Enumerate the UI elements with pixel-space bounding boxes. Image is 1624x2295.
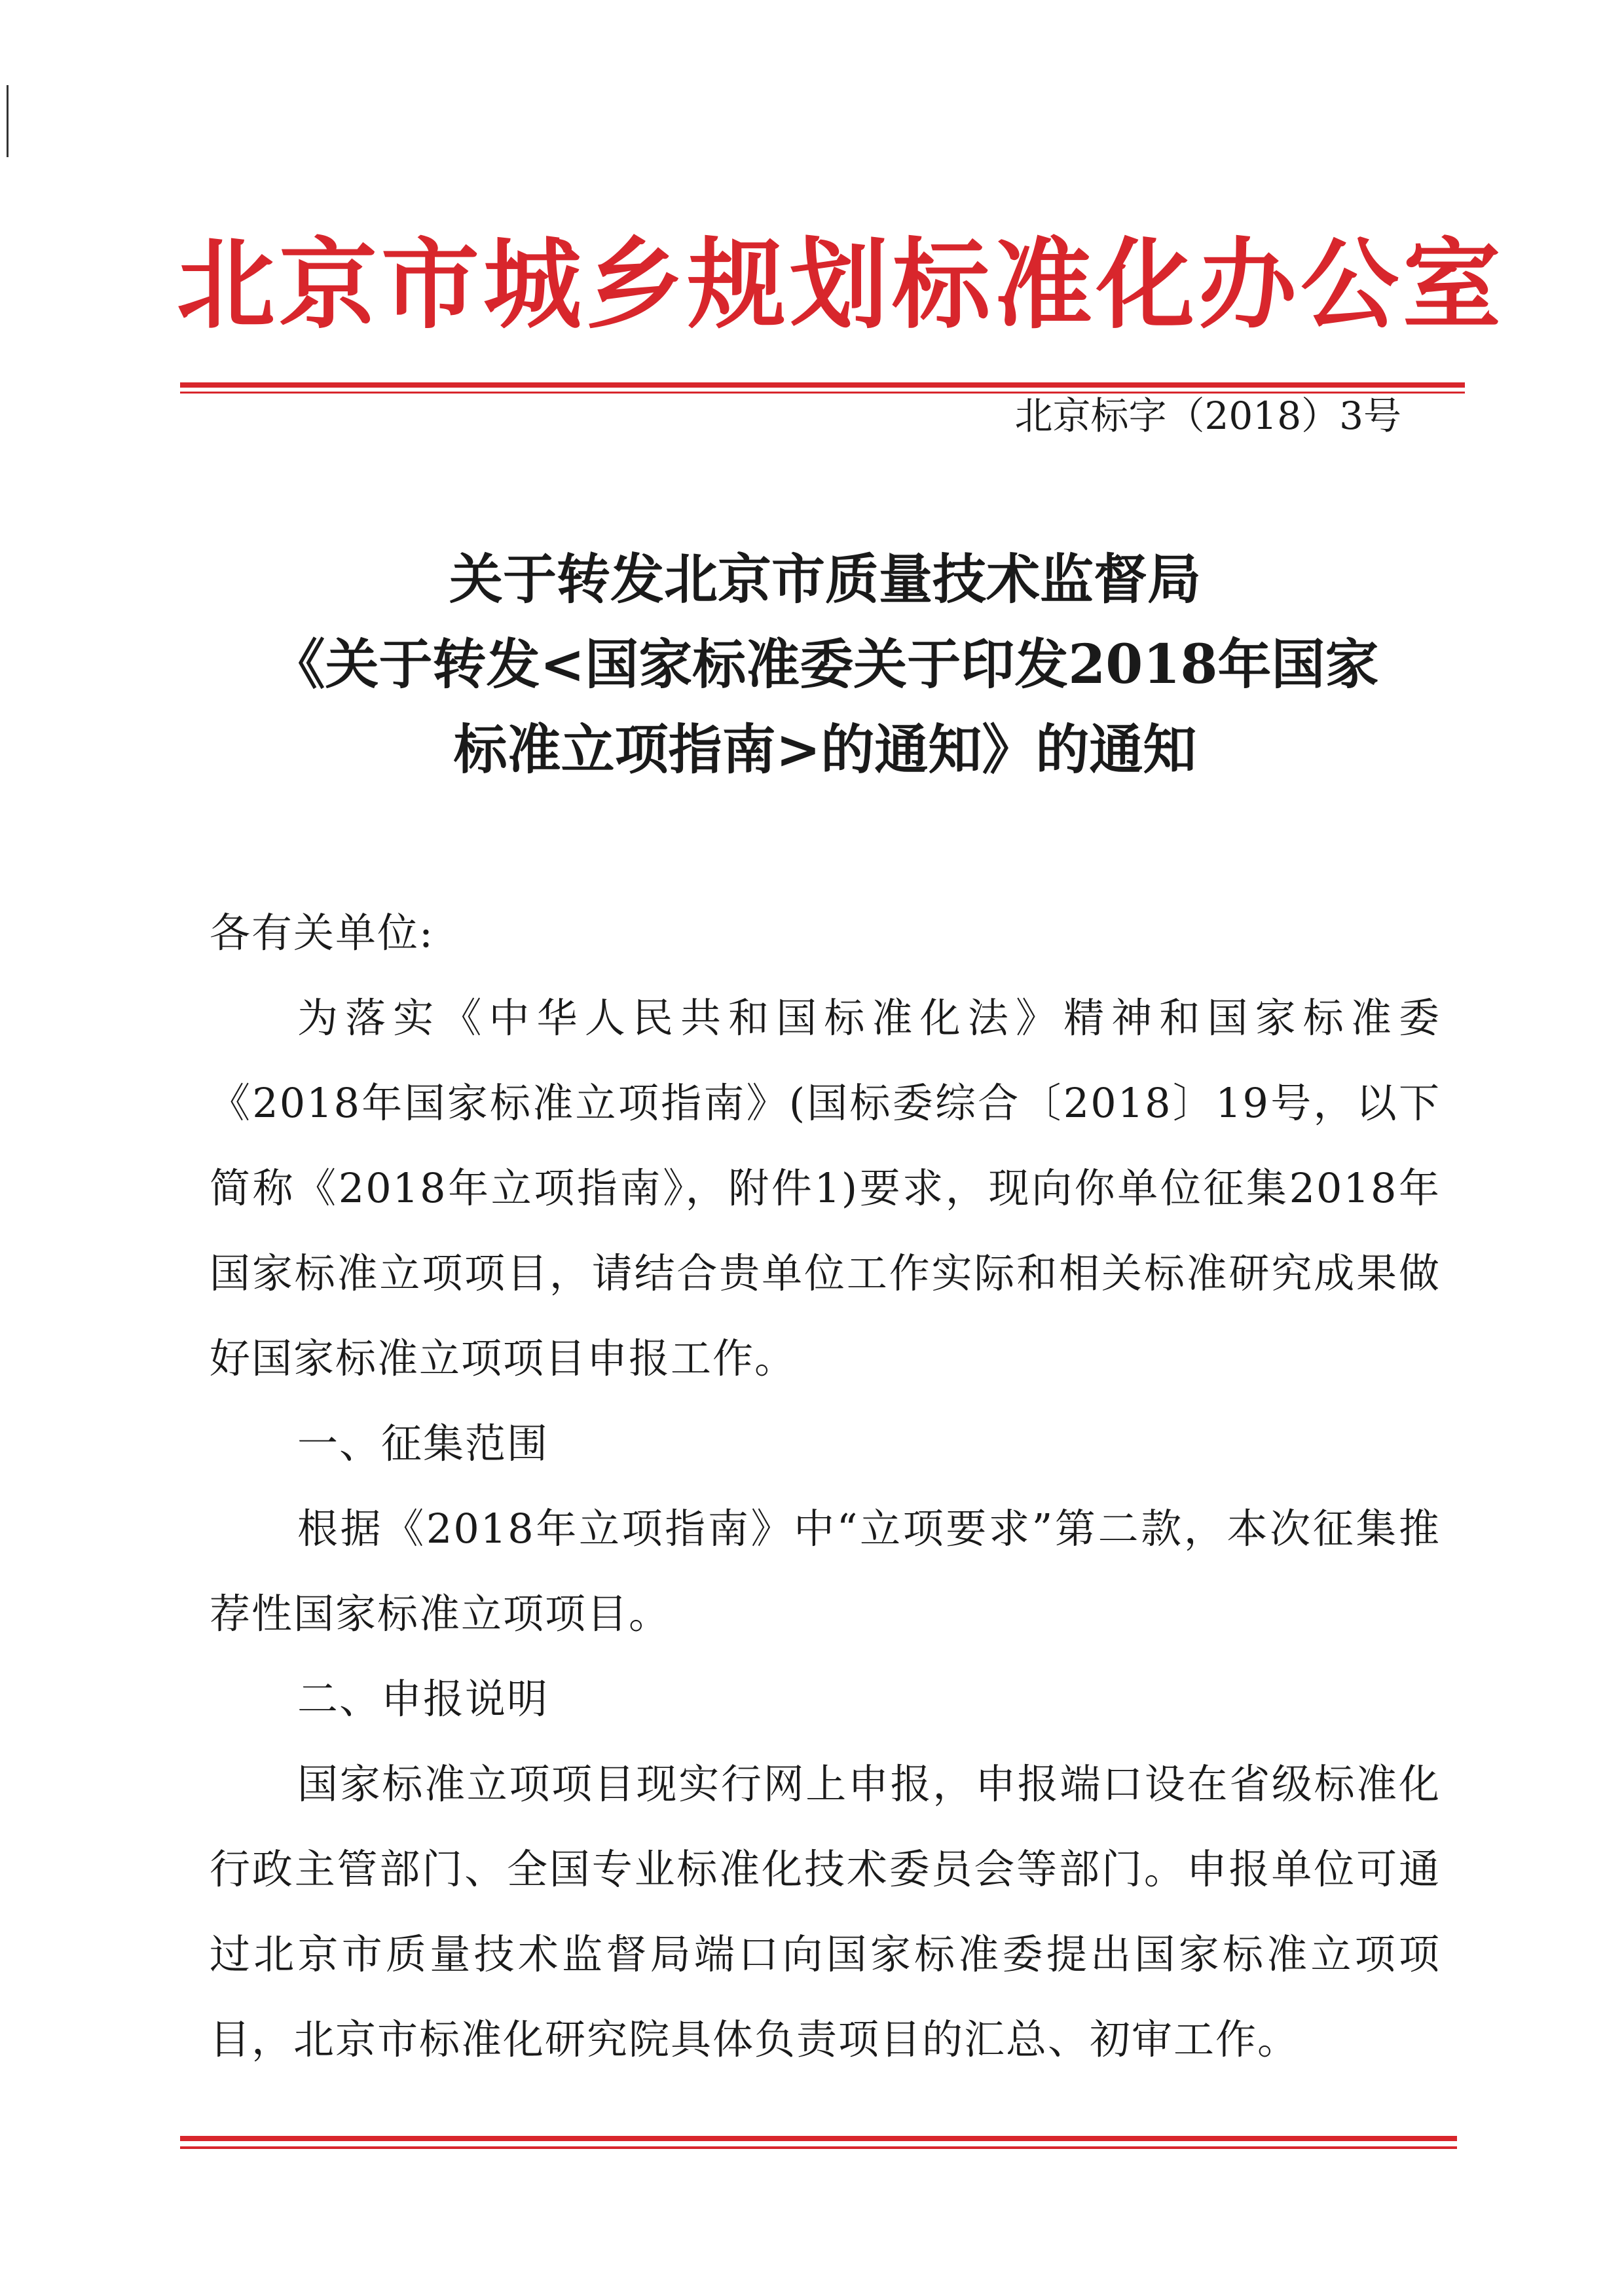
footer-rule-thin — [180, 2146, 1457, 2149]
intro-paragraph: 为落实《中华人民共和国标准化法》精神和国家标准委《2018年国家标准立项指南》(国标委综合〔2018〕19号，以下简称《2018年立项指南》，附件1)要求，现向你单位征集2018年国家标准立项项目，请结合贵单位工作实际和相关标准研究成果做好国家标准立项项目申报工作。 — [210, 994, 1441, 1382]
document-title — [183, 537, 1467, 792]
scan-edge-mark — [7, 85, 9, 157]
footer-rule-thick — [180, 2136, 1457, 2141]
section-heading-declaration: 二、申报说明 — [297, 1675, 549, 1723]
title-line-1: 关于转发北京市质量技术监督局 — [449, 548, 1201, 611]
section-paragraph-scope: 根据《2018年立项指南》中“立项要求”第二款，本次征集推荐性国家标准立项项目。 — [210, 1505, 1441, 1638]
section-paragraph-declaration: 国家标准立项项目现实行网上申报，申报端口设在省级标准化行政主管部门、全国专业标准化技术委员会等部门。申报单位可通过北京市质量技术监督局端口向国家标准委提出国家标准立项项目，北京市标准化研究院具体负责项目的汇总、初审工作。 — [210, 1760, 1441, 2063]
organization-header: 北京市城乡规划标准化办公室 — [177, 227, 1505, 342]
document-number: 北京标字（2018）3号 — [1014, 394, 1401, 438]
section-heading-scope: 一、征集范围 — [297, 1420, 549, 1467]
header-rule-thick — [180, 382, 1465, 388]
title-line-3: 标准立项指南>的通知》的通知 — [453, 718, 1197, 781]
document-body — [210, 890, 1441, 2082]
title-line-2: 《关于转发<国家标准委关于印发2018年国家 — [271, 633, 1379, 696]
salutation: 各有关单位: — [210, 909, 434, 957]
